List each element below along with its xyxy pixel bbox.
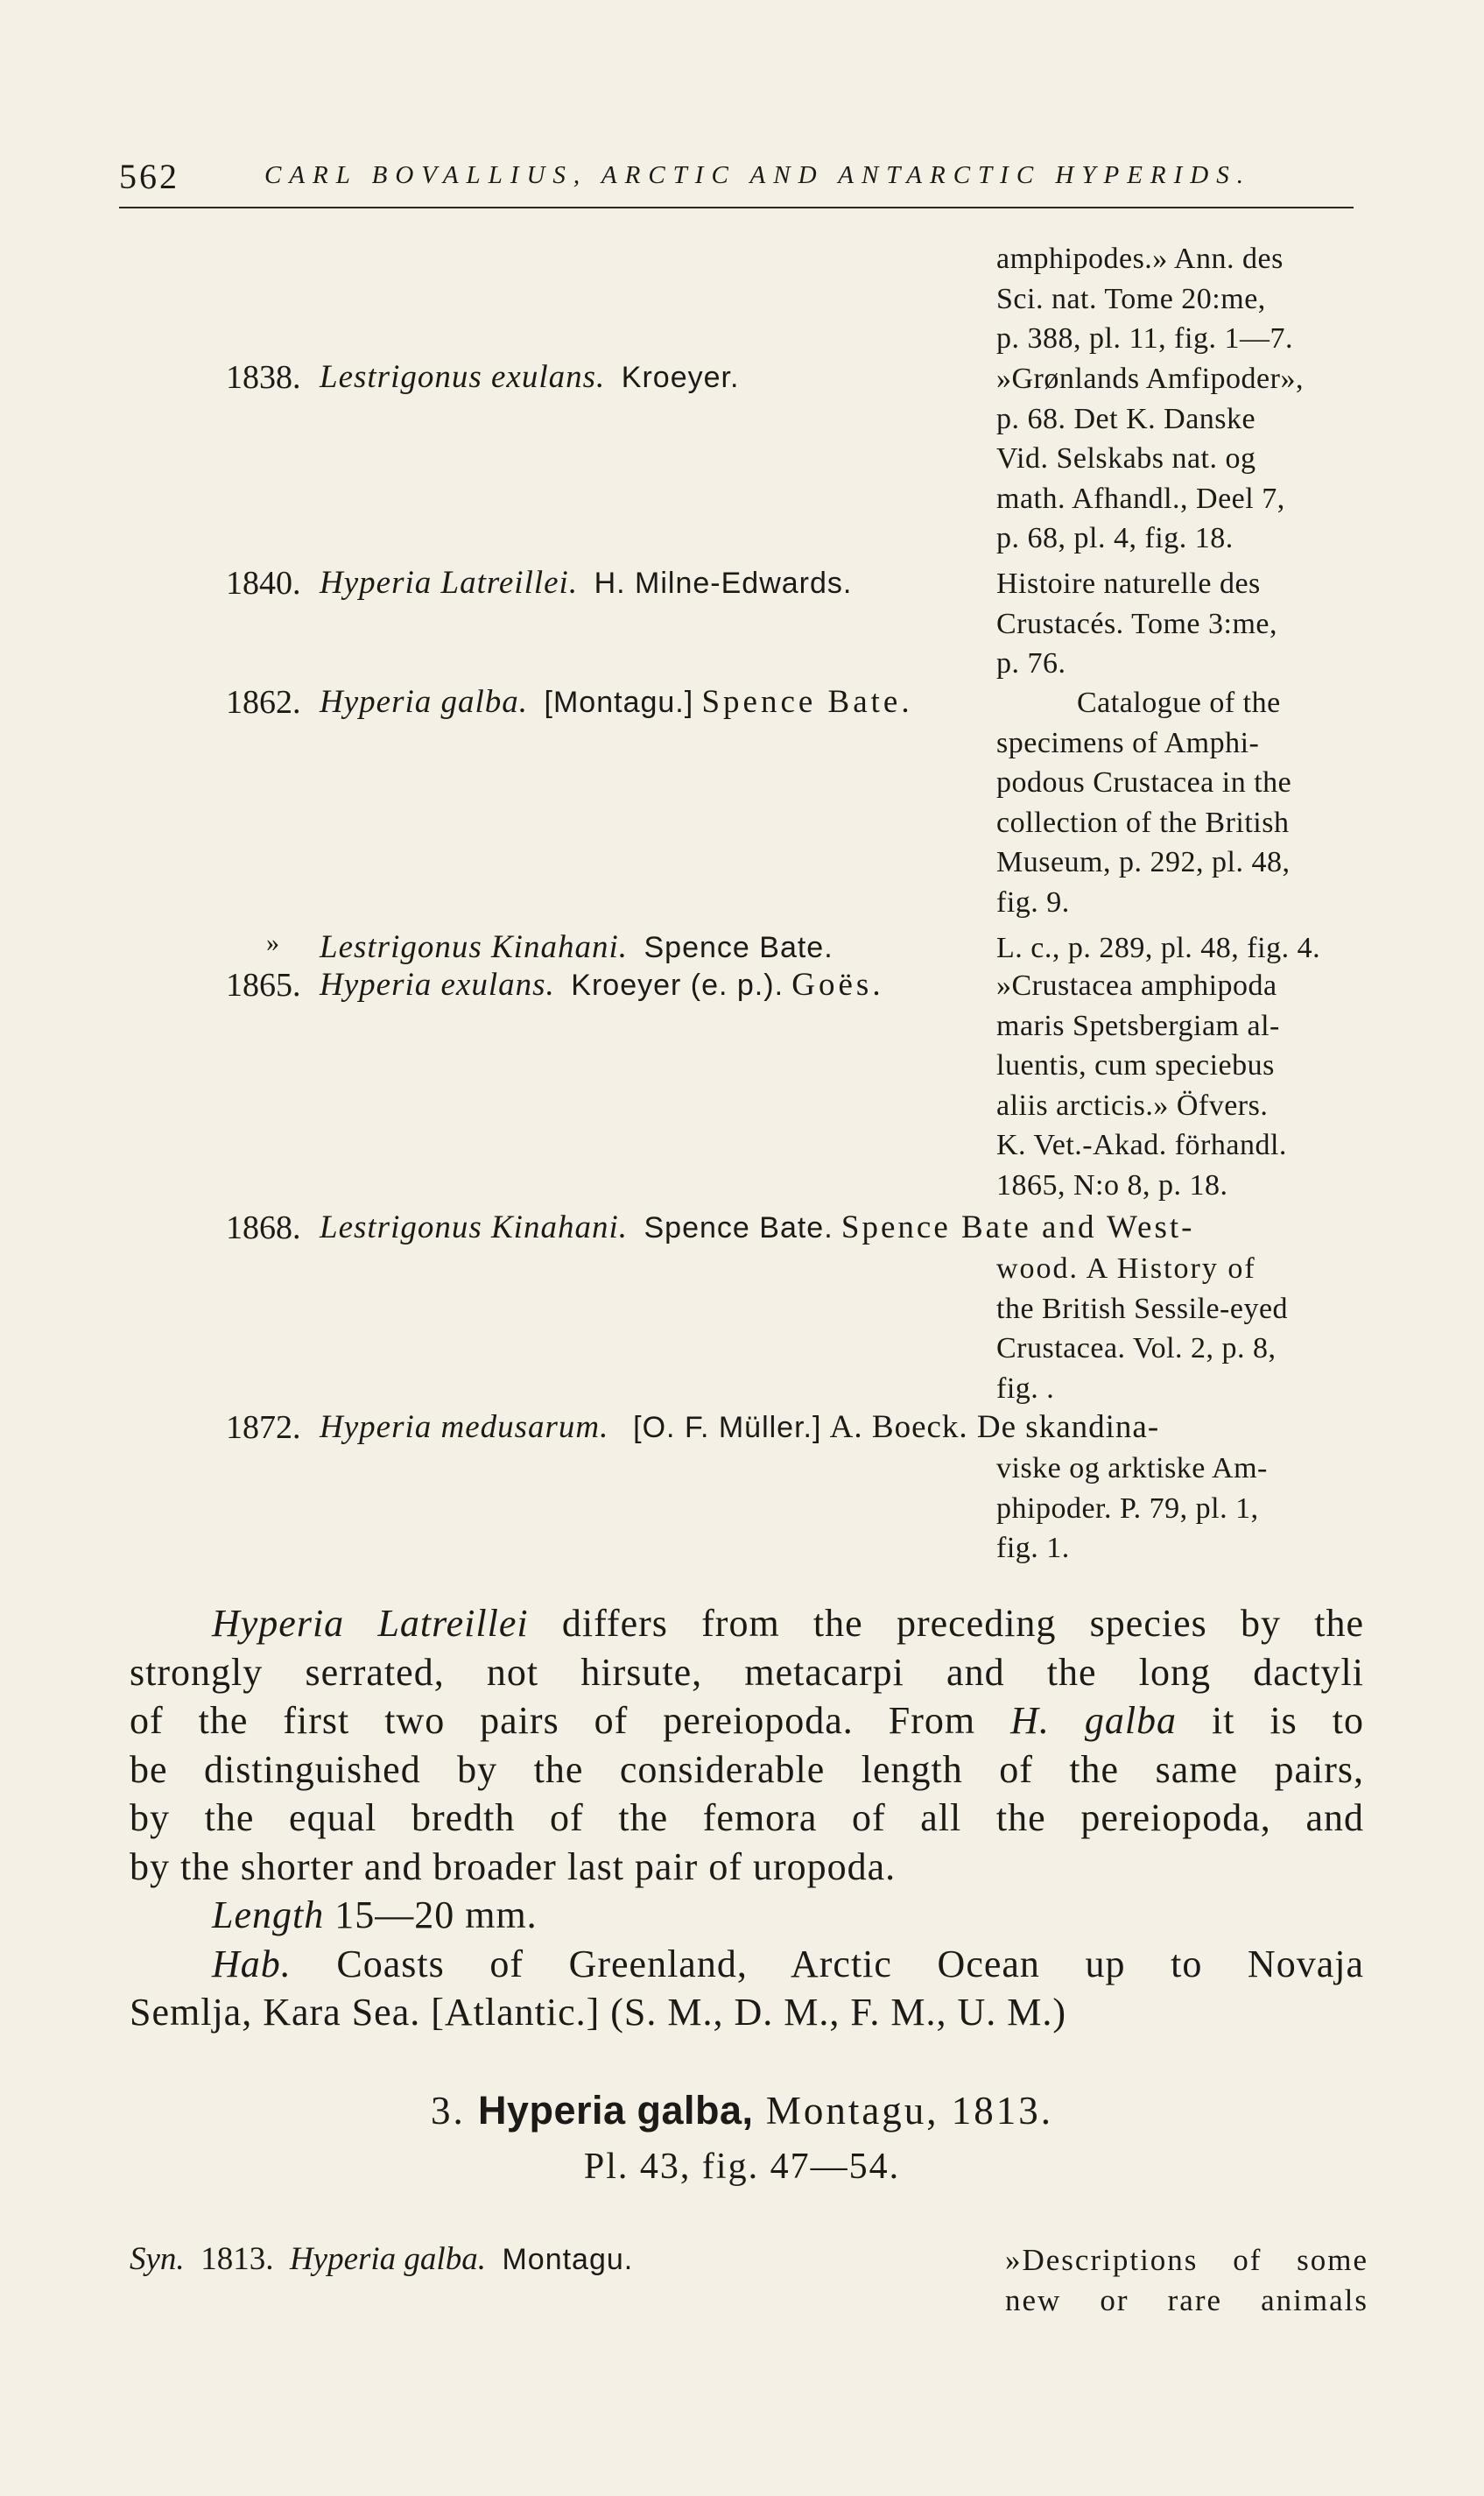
paragraph-line: strongly serrated, not hirsute, metacarpi and the long dactyli: [130, 1650, 1364, 1694]
synonym-taxon: Hyperia galba.: [289, 2241, 486, 2277]
synonym-year: 1862.: [226, 684, 301, 721]
species-heading: [0, 2088, 1484, 2133]
synonym-taxon: Hyperia exulans. Kroeyer (e. p.). Goës.: [320, 967, 884, 1003]
species-name: Hyperia galba,: [477, 2088, 754, 2133]
synonym-ref-ditto: L. c., p. 289, pl. 48, fig. 4.: [996, 932, 1321, 964]
synonym-author: [Montagu.]: [544, 686, 694, 719]
habitat-line-2: Semlja, Kara Sea. [Atlantic.] (S. M., D. M., F. M., U. M.): [130, 1991, 1067, 2034]
synonym-author: Spence Bate.: [644, 1211, 833, 1244]
length-line: Length 15—20 mm.: [212, 1893, 538, 1936]
synonym-ref-author: Spence Bate.: [701, 684, 913, 720]
synonym-ref-1862: Catalogue of the specimens of Amphi- podous Crustacea in the collection of the British Museum, p. 292, pl. 48, fig. 9.: [996, 687, 1292, 919]
synonym-ref-1840: Histoire naturelle des Crustacés. Tome 3:me, p. 76.: [996, 568, 1277, 680]
synonym-year: 1813.: [200, 2241, 274, 2277]
synonym-ref-author: Goës.: [791, 967, 884, 1003]
synonymy-continued-ref: amphipodes.» Ann. des Sci. nat. Tome 20:me, p. 388, pl. 11, fig. 1—7.: [996, 243, 1293, 355]
synonym-ref-1872: viske og arktiske Am- phipoder. P. 79, pl. 1, fig. 1.: [996, 1452, 1268, 1564]
synonym-author: Spence Bate.: [644, 931, 833, 964]
paragraph-line: be distinguished by the considerable length of the same pairs,: [130, 1747, 1364, 1791]
synonym-year: 1872.: [226, 1409, 301, 1446]
synonym-year: 1840.: [226, 565, 301, 602]
plate-reference: Pl. 43, fig. 47—54.: [583, 2147, 901, 2187]
species-number: 3.: [430, 2089, 466, 2133]
synonym-ref-author: A. Boeck. De skandina-: [829, 1409, 1160, 1445]
synonym-taxon: Hyperia medusarum. [O. F. Müller.] A. Boeck. De skandina-: [320, 1409, 1160, 1445]
synonym-year: 1865.: [226, 967, 301, 1004]
habitat-line: Hab. Coasts of Greenland, Arctic Ocean up to Novaja: [212, 1942, 1364, 1985]
synonym-year: 1838.: [226, 359, 301, 396]
page-number: 562: [119, 157, 179, 196]
synonym-taxon: Hyperia Latreillei. H. Milne-Edwards.: [320, 565, 853, 601]
ditto-mark: »: [266, 928, 279, 957]
description-paragraph: [130, 1599, 1364, 2037]
habitat-label: Hab.: [212, 1942, 292, 1985]
synonym-author: Kroeyer.: [621, 361, 740, 394]
paragraph-line: by the equal bredth of the femora of all the pereiopoda, and: [130, 1796, 1364, 1839]
species-author-year: Montagu, 1813.: [753, 2089, 1054, 2133]
synonym-taxon: Lestrigonus Kinahani. Spence Bate.: [320, 929, 833, 965]
synonym-ref-1865: »Crustacea amphipoda maris Spetsbergiam al- luentis, cum speciebus aliis arcticis.» Öfvers. K. Vet.-Akad. förhandl. 1865, N:o 8, p. 18.: [996, 969, 1287, 1202]
syn-label: Syn.: [130, 2241, 185, 2277]
synonym-ref-author: Spence Bate and West-: [840, 1209, 1195, 1245]
synonym-taxon: Lestrigonus Kinahani. Spence Bate. Spence Bate and West-: [320, 1209, 1195, 1245]
synonym-author: H. Milne-Edwards.: [594, 567, 853, 600]
synonym-ref-1868: wood. A History of the British Sessile-eyed Crustacea. Vol. 2, p. 8, fig. .: [996, 1252, 1289, 1405]
running-head-title: CARL BOVALLIUS, ARCTIC AND ANTARCTIC HYPERIDS.: [264, 161, 1251, 189]
synonym-author: Montagu.: [502, 2243, 634, 2276]
synonym-ref-1838: »Grønlands Amfipoder», p. 68. Det K. Danske Vid. Selskabs nat. og math. Afhandl., Deel 7, p. 68, pl. 4, fig. 18.: [996, 363, 1304, 554]
paragraph-line: of the first two pairs of pereiopoda. From H. galba it is to: [130, 1699, 1365, 1742]
synonym-ref-1813: »Descriptions of some new or rare animals: [1005, 2243, 1368, 2317]
synonym-taxon: Lestrigonus exulans. Kroeyer.: [320, 359, 740, 395]
paragraph-line: by the shorter and broader last pair of uropoda.: [130, 1844, 897, 1888]
paragraph-line: Hyperia Latreillei differs from the preceding species by the: [212, 1602, 1364, 1645]
running-header: [119, 156, 1354, 208]
synonym-taxon: Hyperia galba. [Montagu.] Spence Bate.: [320, 684, 913, 720]
syn-entry-1813: [130, 2240, 633, 2278]
header-rule: [119, 207, 1354, 208]
synonym-author: [O. F. Müller.]: [633, 1411, 822, 1444]
synonym-year: 1868.: [226, 1209, 301, 1246]
length-label: Length: [212, 1893, 325, 1936]
synonym-author: Kroeyer (e. p.).: [571, 969, 784, 1002]
